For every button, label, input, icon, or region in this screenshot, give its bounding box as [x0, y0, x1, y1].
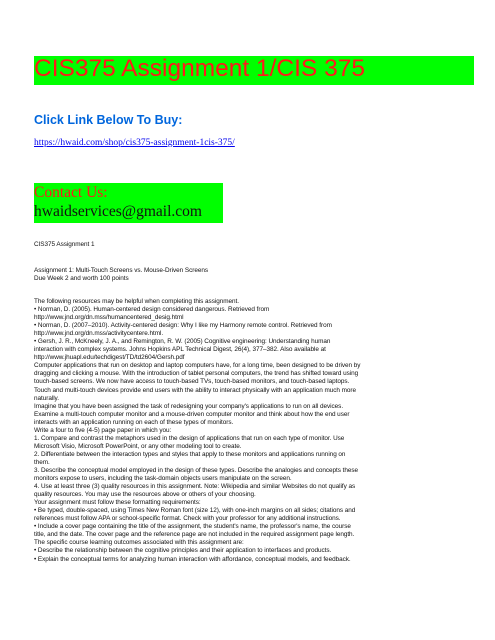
body-line: Examine a multi-touch computer monitor and a mouse-driven computer monitor and think about how the end user — [34, 410, 350, 418]
body-line: 2. Differentiate between the interaction types and styles that apply to these monitors and applications running on — [34, 450, 346, 458]
click-link-label: Click Link Below To Buy: — [34, 113, 183, 127]
body-line: 4. Use at least three (3) quality resources in this assignment. Note: Wikipedia and similar Websites do not qualify as — [34, 483, 356, 491]
body-line: Write a four to five (4-5) page paper in which you: — [34, 426, 172, 434]
body-line: The specific course learning outcomes associated with this assignment are: — [34, 539, 244, 547]
body-line: interacts with an application running on each of these types of monitors. — [34, 418, 234, 426]
body-line: Computer applications that run on desktop and laptop computers have, for a long time, been designed to be driven by — [34, 362, 361, 370]
body-line: 1. Compare and contrast the metaphors used in the design of applications that run on each type of monitor. Use — [34, 434, 345, 442]
contact-box — [34, 183, 223, 223]
body-line: 3. Describe the conceptual model employed in the design of these types. Describe the analogies and concepts these — [34, 466, 359, 474]
doc-heading-text: CIS375 Assignment 1 — [34, 241, 95, 248]
body-line: interaction with complex systems. Johns Hopkins APL Technical Digest, 26(4), 377–382. Also available at — [34, 346, 326, 354]
body-line: http://www.jnd.org/dn.mss/humancentered_desig.html — [34, 314, 184, 322]
assignment-info — [34, 267, 470, 283]
body-line: • Include a cover page containing the title of the assignment, the student's name, the professor's name, the course — [34, 523, 351, 531]
body-line: • Describe the relationship between the cognitive principles and their application to interfaces and products. — [34, 547, 332, 555]
body-line: title, and the date. The cover page and the reference page are not included in the required assignment page length. — [34, 531, 355, 539]
body-line: • Norman, D. (2005). Human-centered design considered dangerous. Retrieved from — [34, 306, 270, 314]
contact-email[interactable]: hwaidservices@gmail.com — [34, 203, 202, 220]
assignment-line: Assignment 1: Multi-Touch Screens vs. Mouse-Driven Screens — [34, 267, 208, 274]
body-line: touch-based screens. We now have access to touch-based TVs, touch-based monitors, and touch-based laptops. — [34, 378, 350, 386]
buy-link[interactable]: https://hwaid.com/shop/cis375-assignment-1cis-375/ — [34, 138, 235, 148]
body-line: Your assignment must follow these formatting requirements: — [34, 499, 201, 507]
body-line: • Be typed, double-spaced, using Times New Roman font (size 12), with one-inch margins on all sides; citations and — [34, 507, 356, 515]
body-line: monitors expose to users, including the task-domain objects users manipulate on the screen. — [34, 475, 292, 483]
body-line: • Explain the conceptual terms for analyzing human interaction with affordance, conceptual models, and feedback. — [34, 555, 351, 563]
contact-label: Contact Us: — [34, 184, 108, 201]
body-line: The following resources may be helpful when completing this assignment. — [34, 298, 239, 305]
body-line: naturally. — [34, 394, 59, 402]
body-line: quality resources. You may use the resources above or others of your choosing. — [34, 491, 256, 499]
body-line: • Norman, D. (2007–2010). Activity-centered design: Why I like my Harmony remote control. Retrieved from — [34, 322, 332, 330]
body-line: them. — [34, 458, 50, 466]
doc-heading — [34, 241, 470, 249]
body-line: Microsoft Visio, Microsoft PowerPoint, or any other modeling tool to create. — [34, 442, 242, 450]
body-line: Touch and multi-touch devices provide end users with the ability to interact physically with an application much more — [34, 386, 357, 394]
body-line: dragging and clicking a mouse. With the introduction of tablet personal computers, the trend has shifted toward using — [34, 370, 359, 378]
assignment-body — [34, 298, 470, 564]
page-title: CIS375 Assignment 1/CIS 375 — [34, 56, 474, 85]
body-line: http://www.jhuapl.edu/techdigest/TD/td2604/Gersh.pdf — [34, 354, 185, 362]
body-line: http://www.jnd.org/dn.mss/activitycentere.html. — [34, 330, 164, 338]
assignment-line: Due Week 2 and worth 100 points — [34, 275, 129, 283]
body-line: Imagine that you have been assigned the task of redesigning your company's applications to run on all devices. — [34, 402, 344, 410]
body-line: references must follow APA or school-specific format. Check with your professor for any additional instructions. — [34, 515, 341, 523]
body-line: • Gersh, J. R., McKneely, J. A., and Remington, R. W. (2005) Cognitive engineering: Understanding human — [34, 338, 331, 346]
